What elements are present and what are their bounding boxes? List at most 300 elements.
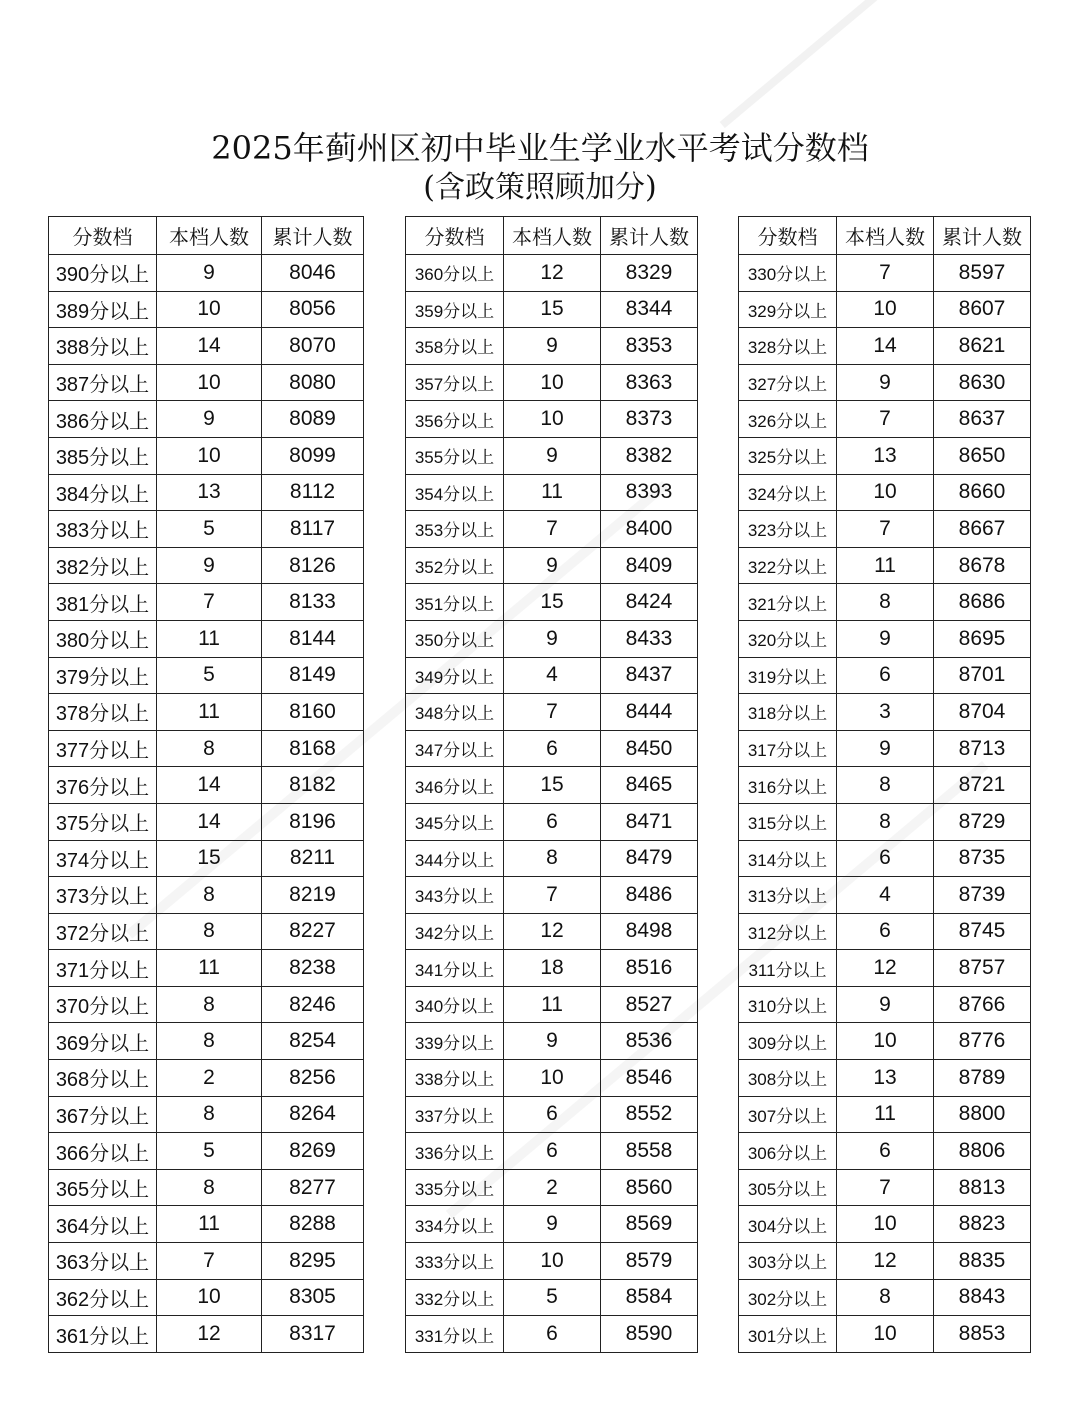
cumulative-count-cell: 8393 — [601, 474, 698, 511]
cumulative-count-cell: 8269 — [262, 1133, 364, 1170]
score-band-cell: 318分以上 — [739, 694, 837, 731]
cumulative-count-cell: 8149 — [262, 657, 364, 694]
cumulative-count-cell: 8433 — [601, 620, 698, 657]
band-count-cell: 6 — [837, 840, 934, 877]
score-band-cell: 317分以上 — [739, 730, 837, 767]
cumulative-count-cell: 8373 — [601, 401, 698, 438]
cumulative-count-cell: 8607 — [934, 291, 1031, 328]
table-row — [739, 730, 1031, 767]
cumulative-count-cell: 8701 — [934, 657, 1031, 694]
band-count-cell: 18 — [504, 950, 601, 987]
cumulative-count-cell: 8254 — [262, 1023, 364, 1060]
table-row — [49, 437, 364, 474]
table-row — [739, 584, 1031, 621]
table-row — [49, 364, 364, 401]
cumulative-count-cell: 8211 — [262, 840, 364, 877]
cumulative-count-cell: 8382 — [601, 437, 698, 474]
band-count-cell: 12 — [837, 950, 934, 987]
table-row — [739, 1060, 1031, 1097]
table-header-row — [406, 217, 698, 255]
band-count-cell: 12 — [504, 913, 601, 950]
cumulative-count-cell: 8219 — [262, 877, 364, 914]
table-row — [49, 1060, 364, 1097]
band-count-cell: 12 — [837, 1243, 934, 1280]
cumulative-count-cell: 8288 — [262, 1206, 364, 1243]
table-row — [739, 1023, 1031, 1060]
header-band-count: 本档人数 — [504, 217, 601, 255]
cumulative-count-cell: 8560 — [601, 1169, 698, 1206]
table-row — [739, 1243, 1031, 1280]
score-band-cell: 312分以上 — [739, 913, 837, 950]
table-row — [49, 803, 364, 840]
band-count-cell: 6 — [504, 1096, 601, 1133]
band-count-cell: 9 — [504, 1206, 601, 1243]
band-count-cell: 11 — [157, 694, 262, 731]
band-count-cell: 11 — [837, 1096, 934, 1133]
table-row — [739, 291, 1031, 328]
band-count-cell: 9 — [837, 620, 934, 657]
band-count-cell: 5 — [157, 657, 262, 694]
cumulative-count-cell: 8584 — [601, 1279, 698, 1316]
table-row — [739, 401, 1031, 438]
table-row — [406, 255, 698, 292]
cumulative-count-cell: 8569 — [601, 1206, 698, 1243]
band-count-cell: 10 — [837, 1206, 934, 1243]
cumulative-count-cell: 8713 — [934, 730, 1031, 767]
cumulative-count-cell: 8056 — [262, 291, 364, 328]
score-band-cell: 384分以上 — [49, 474, 157, 511]
score-band-cell: 364分以上 — [49, 1206, 157, 1243]
band-count-cell: 10 — [157, 364, 262, 401]
table-row — [739, 364, 1031, 401]
band-count-cell: 9 — [157, 255, 262, 292]
band-count-cell: 8 — [837, 803, 934, 840]
table-row — [406, 657, 698, 694]
band-count-cell: 7 — [837, 401, 934, 438]
table-row — [406, 1243, 698, 1280]
band-count-cell: 8 — [157, 1169, 262, 1206]
cumulative-count-cell: 8277 — [262, 1169, 364, 1206]
header-score-band: 分数档 — [739, 217, 837, 255]
cumulative-count-cell: 8479 — [601, 840, 698, 877]
cumulative-count-cell: 8536 — [601, 1023, 698, 1060]
band-count-cell: 9 — [504, 437, 601, 474]
score-band-cell: 310分以上 — [739, 986, 837, 1023]
table-row — [49, 1316, 364, 1353]
table-row — [739, 255, 1031, 292]
band-count-cell: 6 — [504, 1316, 601, 1353]
cumulative-count-cell: 8089 — [262, 401, 364, 438]
cumulative-count-cell: 8363 — [601, 364, 698, 401]
header-score-band: 分数档 — [406, 217, 504, 255]
band-count-cell: 9 — [504, 547, 601, 584]
table-row — [406, 328, 698, 365]
table-row — [49, 657, 364, 694]
table-row — [406, 1206, 698, 1243]
band-count-cell: 8 — [837, 767, 934, 804]
table-row — [49, 1206, 364, 1243]
cumulative-count-cell: 8650 — [934, 437, 1031, 474]
score-band-cell: 302分以上 — [739, 1279, 837, 1316]
band-count-cell: 15 — [157, 840, 262, 877]
table-row — [406, 584, 698, 621]
cumulative-count-cell: 8729 — [934, 803, 1031, 840]
cumulative-count-cell: 8590 — [601, 1316, 698, 1353]
table-row — [49, 291, 364, 328]
table-row — [739, 694, 1031, 731]
table-row — [739, 511, 1031, 548]
table-row — [739, 1279, 1031, 1316]
table-row — [49, 547, 364, 584]
table-row — [406, 1023, 698, 1060]
table-row — [739, 437, 1031, 474]
table-row — [406, 730, 698, 767]
score-band-cell: 306分以上 — [739, 1133, 837, 1170]
cumulative-count-cell: 8579 — [601, 1243, 698, 1280]
band-count-cell: 9 — [504, 620, 601, 657]
score-band-cell: 304分以上 — [739, 1206, 837, 1243]
header-cumulative-count: 累计人数 — [262, 217, 364, 255]
table-row — [739, 1316, 1031, 1353]
table-row — [406, 1169, 698, 1206]
table-row — [406, 1133, 698, 1170]
band-count-cell: 8 — [157, 877, 262, 914]
cumulative-count-cell: 8256 — [262, 1060, 364, 1097]
score-band-cell: 374分以上 — [49, 840, 157, 877]
table-row — [406, 694, 698, 731]
score-band-cell: 316分以上 — [739, 767, 837, 804]
score-band-cell: 323分以上 — [739, 511, 837, 548]
band-count-cell: 10 — [504, 401, 601, 438]
header-band-count: 本档人数 — [837, 217, 934, 255]
cumulative-count-cell: 8409 — [601, 547, 698, 584]
table-row — [739, 950, 1031, 987]
score-band-cell: 356分以上 — [406, 401, 504, 438]
table-row — [49, 1133, 364, 1170]
table-row — [49, 511, 364, 548]
table-row — [406, 1096, 698, 1133]
cumulative-count-cell: 8317 — [262, 1316, 364, 1353]
score-band-cell: 360分以上 — [406, 255, 504, 292]
score-band-cell: 314分以上 — [739, 840, 837, 877]
cumulative-count-cell: 8246 — [262, 986, 364, 1023]
table-row — [739, 547, 1031, 584]
table-row — [739, 913, 1031, 950]
cumulative-count-cell: 8070 — [262, 328, 364, 365]
band-count-cell: 7 — [837, 1169, 934, 1206]
table-row — [739, 657, 1031, 694]
cumulative-count-cell: 8789 — [934, 1060, 1031, 1097]
score-band-cell: 348分以上 — [406, 694, 504, 731]
score-band-cell: 335分以上 — [406, 1169, 504, 1206]
score-band-cell: 303分以上 — [739, 1243, 837, 1280]
table-row — [49, 474, 364, 511]
band-count-cell: 9 — [837, 364, 934, 401]
band-count-cell: 9 — [837, 986, 934, 1023]
score-band-cell: 373分以上 — [49, 877, 157, 914]
band-count-cell: 14 — [157, 803, 262, 840]
cumulative-count-cell: 8558 — [601, 1133, 698, 1170]
cumulative-count-cell: 8227 — [262, 913, 364, 950]
table-row — [406, 620, 698, 657]
table-row — [406, 364, 698, 401]
table-row — [49, 1023, 364, 1060]
band-count-cell: 15 — [504, 584, 601, 621]
cumulative-count-cell: 8686 — [934, 584, 1031, 621]
score-band-cell: 347分以上 — [406, 730, 504, 767]
table-row — [739, 1096, 1031, 1133]
table-row — [406, 986, 698, 1023]
cumulative-count-cell: 8112 — [262, 474, 364, 511]
band-count-cell: 7 — [157, 584, 262, 621]
cumulative-count-cell: 8704 — [934, 694, 1031, 731]
cumulative-count-cell: 8660 — [934, 474, 1031, 511]
score-band-cell: 332分以上 — [406, 1279, 504, 1316]
score-band-cell: 352分以上 — [406, 547, 504, 584]
score-band-cell: 369分以上 — [49, 1023, 157, 1060]
band-count-cell: 11 — [504, 986, 601, 1023]
table-row — [739, 1133, 1031, 1170]
score-band-cell: 328分以上 — [739, 328, 837, 365]
score-band-cell: 365分以上 — [49, 1169, 157, 1206]
score-band-cell: 320分以上 — [739, 620, 837, 657]
table-row — [739, 767, 1031, 804]
score-band-cell: 385分以上 — [49, 437, 157, 474]
header-band-count: 本档人数 — [157, 217, 262, 255]
cumulative-count-cell: 8621 — [934, 328, 1031, 365]
score-band-cell: 326分以上 — [739, 401, 837, 438]
header-cumulative-count: 累计人数 — [934, 217, 1031, 255]
score-band-cell: 330分以上 — [739, 255, 837, 292]
table-row — [406, 291, 698, 328]
cumulative-count-cell: 8329 — [601, 255, 698, 292]
score-band-cell: 345分以上 — [406, 803, 504, 840]
cumulative-count-cell: 8182 — [262, 767, 364, 804]
score-band-cell: 353分以上 — [406, 511, 504, 548]
band-count-cell: 14 — [837, 328, 934, 365]
score-band-cell: 355分以上 — [406, 437, 504, 474]
band-count-cell: 10 — [504, 364, 601, 401]
band-count-cell: 15 — [504, 291, 601, 328]
band-count-cell: 7 — [504, 511, 601, 548]
table-row — [49, 1096, 364, 1133]
band-count-cell: 10 — [837, 291, 934, 328]
cumulative-count-cell: 8133 — [262, 584, 364, 621]
table-row — [406, 840, 698, 877]
cumulative-count-cell: 8400 — [601, 511, 698, 548]
table-row — [406, 474, 698, 511]
score-band-cell: 386分以上 — [49, 401, 157, 438]
score-band-cell: 309分以上 — [739, 1023, 837, 1060]
cumulative-count-cell: 8735 — [934, 840, 1031, 877]
band-count-cell: 10 — [157, 291, 262, 328]
cumulative-count-cell: 8080 — [262, 364, 364, 401]
band-count-cell: 2 — [157, 1060, 262, 1097]
score-band-cell: 313分以上 — [739, 877, 837, 914]
table-row — [49, 1169, 364, 1206]
band-count-cell: 7 — [504, 877, 601, 914]
table-row — [406, 401, 698, 438]
score-band-cell: 311分以上 — [739, 950, 837, 987]
score-band-cell: 362分以上 — [49, 1279, 157, 1316]
cumulative-count-cell: 8835 — [934, 1243, 1031, 1280]
score-band-cell: 363分以上 — [49, 1243, 157, 1280]
cumulative-count-cell: 8196 — [262, 803, 364, 840]
cumulative-count-cell: 8264 — [262, 1096, 364, 1133]
table-row — [739, 986, 1031, 1023]
band-count-cell: 9 — [504, 328, 601, 365]
table-row — [49, 730, 364, 767]
band-count-cell: 2 — [504, 1169, 601, 1206]
cumulative-count-cell: 8160 — [262, 694, 364, 731]
score-band-cell: 325分以上 — [739, 437, 837, 474]
score-band-cell: 315分以上 — [739, 803, 837, 840]
band-count-cell: 6 — [837, 913, 934, 950]
score-band-cell: 336分以上 — [406, 1133, 504, 1170]
cumulative-count-cell: 8739 — [934, 877, 1031, 914]
cumulative-count-cell: 8450 — [601, 730, 698, 767]
table-row — [49, 1279, 364, 1316]
band-count-cell: 6 — [837, 1133, 934, 1170]
score-band-cell: 324分以上 — [739, 474, 837, 511]
score-band-cell: 342分以上 — [406, 913, 504, 950]
band-count-cell: 13 — [837, 437, 934, 474]
score-band-cell: 337分以上 — [406, 1096, 504, 1133]
score-band-cell: 321分以上 — [739, 584, 837, 621]
band-count-cell: 6 — [504, 730, 601, 767]
table-row — [49, 877, 364, 914]
table-row — [49, 1243, 364, 1280]
score-band-cell: 346分以上 — [406, 767, 504, 804]
score-band-cell: 390分以上 — [49, 255, 157, 292]
band-count-cell: 10 — [837, 1316, 934, 1353]
document-subtitle: (含政策照顾加分) — [423, 170, 657, 205]
table-row — [406, 877, 698, 914]
cumulative-count-cell: 8498 — [601, 913, 698, 950]
cumulative-count-cell: 8806 — [934, 1133, 1031, 1170]
cumulative-count-cell: 8144 — [262, 620, 364, 657]
score-band-cell: 367分以上 — [49, 1096, 157, 1133]
score-band-cell: 377分以上 — [49, 730, 157, 767]
cumulative-count-cell: 8168 — [262, 730, 364, 767]
band-count-cell: 14 — [157, 767, 262, 804]
band-count-cell: 8 — [157, 1023, 262, 1060]
score-band-cell: 380分以上 — [49, 620, 157, 657]
score-band-cell: 308分以上 — [739, 1060, 837, 1097]
band-count-cell: 11 — [157, 950, 262, 987]
cumulative-count-cell: 8516 — [601, 950, 698, 987]
score-band-cell: 307分以上 — [739, 1096, 837, 1133]
band-count-cell: 10 — [157, 437, 262, 474]
score-band-cell: 382分以上 — [49, 547, 157, 584]
cumulative-count-cell: 8813 — [934, 1169, 1031, 1206]
score-band-cell: 381分以上 — [49, 584, 157, 621]
cumulative-count-cell: 8766 — [934, 986, 1031, 1023]
cumulative-count-cell: 8471 — [601, 803, 698, 840]
cumulative-count-cell: 8667 — [934, 511, 1031, 548]
table-row — [406, 437, 698, 474]
score-band-cell: 368分以上 — [49, 1060, 157, 1097]
score-band-cell: 383分以上 — [49, 511, 157, 548]
cumulative-count-cell: 8552 — [601, 1096, 698, 1133]
score-band-cell: 301分以上 — [739, 1316, 837, 1353]
cumulative-count-cell: 8745 — [934, 913, 1031, 950]
table-row — [49, 401, 364, 438]
band-count-cell: 10 — [504, 1060, 601, 1097]
score-band-cell: 340分以上 — [406, 986, 504, 1023]
table-row — [49, 950, 364, 987]
band-count-cell: 12 — [504, 255, 601, 292]
table-row — [406, 767, 698, 804]
table-header-row — [739, 217, 1031, 255]
band-count-cell: 11 — [157, 1206, 262, 1243]
table-row — [406, 511, 698, 548]
cumulative-count-cell: 8757 — [934, 950, 1031, 987]
score-band-cell: 351分以上 — [406, 584, 504, 621]
cumulative-count-cell: 8099 — [262, 437, 364, 474]
table-row — [406, 1279, 698, 1316]
score-band-cell: 379分以上 — [49, 657, 157, 694]
band-count-cell: 7 — [837, 255, 934, 292]
score-band-cell: 322分以上 — [739, 547, 837, 584]
score-band-cell: 333分以上 — [406, 1243, 504, 1280]
score-table-2 — [405, 216, 698, 1353]
band-count-cell: 13 — [837, 1060, 934, 1097]
table-row — [406, 913, 698, 950]
band-count-cell: 15 — [504, 767, 601, 804]
cumulative-count-cell: 8465 — [601, 767, 698, 804]
score-band-cell: 388分以上 — [49, 328, 157, 365]
band-count-cell: 6 — [504, 1133, 601, 1170]
band-count-cell: 13 — [157, 474, 262, 511]
table-row — [739, 877, 1031, 914]
table-row — [406, 547, 698, 584]
band-count-cell: 14 — [157, 328, 262, 365]
table-row — [739, 803, 1031, 840]
cumulative-count-cell: 8046 — [262, 255, 364, 292]
band-count-cell: 5 — [157, 511, 262, 548]
cumulative-count-cell: 8843 — [934, 1279, 1031, 1316]
band-count-cell: 8 — [837, 1279, 934, 1316]
band-count-cell: 10 — [157, 1279, 262, 1316]
score-band-cell: 359分以上 — [406, 291, 504, 328]
table-row — [406, 1060, 698, 1097]
cumulative-count-cell: 8126 — [262, 547, 364, 584]
table-row — [739, 840, 1031, 877]
band-count-cell: 8 — [157, 986, 262, 1023]
band-count-cell: 4 — [837, 877, 934, 914]
score-band-cell: 389分以上 — [49, 291, 157, 328]
cumulative-count-cell: 8776 — [934, 1023, 1031, 1060]
header-cumulative-count: 累计人数 — [601, 217, 698, 255]
cumulative-count-cell: 8630 — [934, 364, 1031, 401]
band-count-cell: 12 — [157, 1316, 262, 1353]
score-table-1 — [48, 216, 364, 1353]
cumulative-count-cell: 8597 — [934, 255, 1031, 292]
cumulative-count-cell: 8800 — [934, 1096, 1031, 1133]
table-row — [49, 328, 364, 365]
band-count-cell: 10 — [837, 1023, 934, 1060]
score-band-cell: 370分以上 — [49, 986, 157, 1023]
table-row — [739, 328, 1031, 365]
band-count-cell: 10 — [837, 474, 934, 511]
table-row — [49, 255, 364, 292]
table-row — [49, 584, 364, 621]
band-count-cell: 3 — [837, 694, 934, 731]
cumulative-count-cell: 8823 — [934, 1206, 1031, 1243]
band-count-cell: 9 — [837, 730, 934, 767]
table-row — [406, 1316, 698, 1353]
